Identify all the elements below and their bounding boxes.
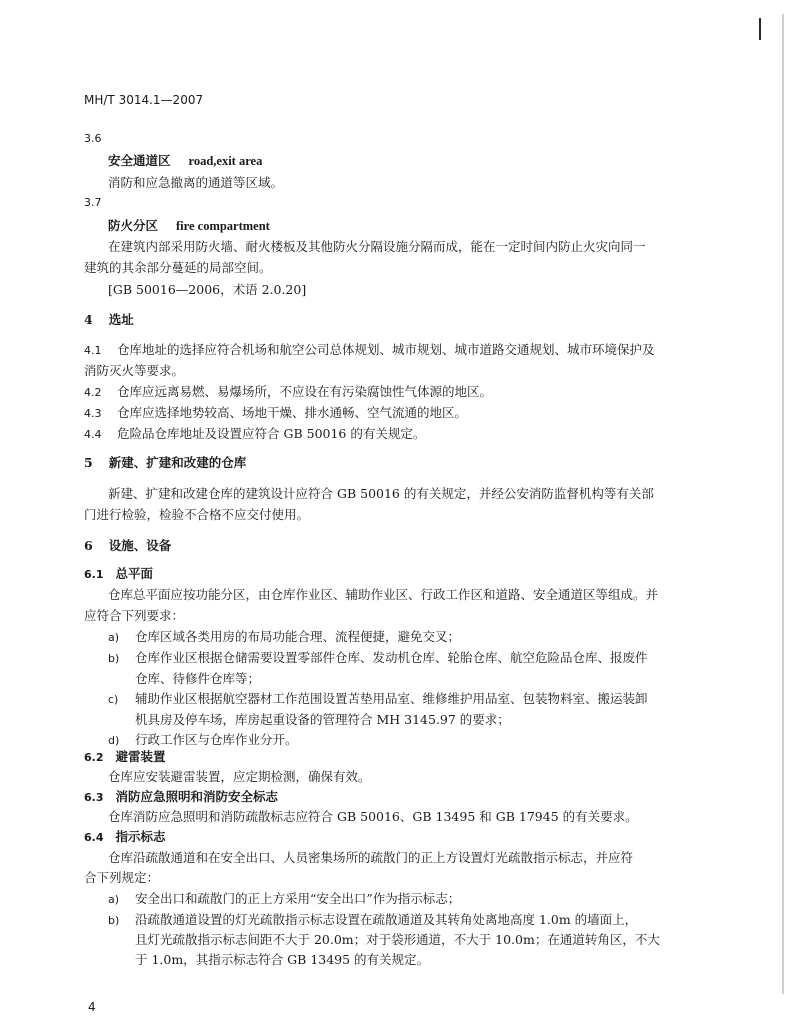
clause-3-6-number: 3.6 [84,132,102,145]
item-d-text: 行政工作区与仓库作业分开。 [135,732,298,747]
item-b-mark: b) [108,652,120,665]
clause-6-1-heading [84,566,153,582]
clause-6-2-number: 6.2 [84,751,104,764]
term-3-6 [108,153,262,170]
item-b2-mark: b) [108,914,120,927]
item-b-line1: 仓库作业区根据仓储需要设置零部件仓库、发动机仓库、轮胎仓库、航空危险品仓库、报废件 [135,650,648,665]
clause-6-2-heading [84,749,166,765]
section-5-title: 新建、扩建和改建的仓库 [108,455,247,470]
clause-6-2-text: 仓库应安装避雷装置，应定期检测，确保有效。 [108,769,371,784]
term-3-6-definition: 消防和应急撤离的通道等区域。 [108,175,284,190]
term-3-6-cn: 安全通道区 [108,153,171,168]
term-3-7-cn: 防火分区 [108,218,159,233]
item-c-mark: c) [108,693,119,706]
term-3-7-definition-line2: 建筑的其余部分蔓延的局部空间。 [84,260,272,275]
clause-6-3-title: 消防应急照明和消防安全标志 [115,789,279,804]
clause-6-4-title: 指示标志 [115,829,166,844]
clause-4-1-line2: 消防灭火等要求。 [84,363,185,378]
page-number: 4 [88,1000,96,1014]
clause-6-3-text: 仓库消防应急照明和消防疏散标志应符合 GB 50016、GB 13495 和 GB 17945 的有关要求。 [108,809,638,824]
item-b2-line2: 且灯光疏散指示标志间距不大于 20.0m；对于袋形通道，不大于 10.0m；在通道转角区，不大 [135,932,660,947]
item-c-line2: 机具房及停车场，库房起重设备的管理符合 MH 3145.97 的要求； [135,712,510,727]
item-a-mark: a) [108,631,120,644]
clause-4-3-text: 仓库应选择地势较高、场地干燥、排水通畅、空气流通的地区。 [117,405,468,420]
clause-4-1-number: 4.1 [84,344,102,357]
section-6-title: 设施、设备 [108,538,172,553]
doc-number: MH/T 3014.1—2007 [84,93,204,107]
clause-6-4-line2: 合下列规定： [84,870,160,885]
section-5-number: 5 [84,455,93,470]
item-a2-mark: a) [108,893,120,906]
clause-6-1-title: 总平面 [115,566,154,581]
term-3-7-source: [GB 50016—2006，术语 2.0.20] [108,282,307,297]
item-b2-line3: 于 1.0m，其指示标志符合 GB 13495 的有关规定。 [135,952,430,967]
clause-6-3-number: 6.3 [84,791,104,804]
clause-6-4-number: 6.4 [84,831,104,844]
section-6-heading [84,538,171,554]
clause-6-1-line2: 应符合下列要求： [84,608,185,623]
clause-6-4-line1: 仓库沿疏散通道和在安全出口、人员密集场所的疏散门的正上方设置灯光疏散指示标志，并应符 [108,850,634,865]
term-3-6-en: road,exit area [188,154,263,168]
item-b2-line1: 沿疏散通道设置的灯光疏散指示标志设置在疏散通道及其转角处离地高度 1.0m 的墙面上， [135,912,638,927]
scan-edge-mark-right [782,14,784,994]
section-5-line1: 新建、扩建和改建仓库的建筑设计应符合 GB 50016 的有关规定，并经公安消防监督机构等有关部 [108,486,654,501]
clause-6-1-number: 6.1 [84,568,104,581]
clause-4-3-number: 4.3 [84,407,102,420]
term-3-7-definition-line1: 在建筑内部采用防火墙、耐火楼板及其他防火分隔设施分隔而成，能在一定时间内防止火灾向同一 [108,239,646,254]
clause-6-4-heading [84,829,166,845]
clause-4-4-number: 4.4 [84,428,102,441]
clause-4-2-text: 仓库应远离易燃、易爆场所，不应设在有污染腐蚀性气体源的地区。 [117,384,493,399]
scan-edge-mark-top [759,18,761,40]
clause-6-1-line1: 仓库总平面应按功能分区，由仓库作业区、辅助作业区、行政工作区和道路、安全通道区等组成。并 [108,587,659,602]
section-4-title: 选址 [108,312,134,327]
section-4-heading [84,312,134,328]
item-c-line1: 辅助作业区根据航空器材工作范围设置苫垫用品室、维修维护用品室、包装物料室、搬运装卸 [135,691,648,706]
item-a2-text: 安全出口和疏散门的正上方采用“安全出口”作为指示标志； [135,891,461,906]
term-3-7 [108,218,270,235]
section-5-line2: 门进行检验，检验不合格不应交付使用。 [84,507,310,522]
item-b-line2: 仓库、待修件仓库等； [135,671,261,686]
section-6-number: 6 [84,538,93,553]
item-a-text: 仓库区域各类用房的布局功能合理、流程便捷，避免交叉； [135,629,461,644]
clause-3-7-number: 3.7 [84,196,102,209]
section-5-heading [84,455,246,471]
clause-4-1-line1: 仓库地址的选择应符合机场和航空公司总体规划、城市规划、城市道路交通规划、城市环境保护及 [117,342,655,357]
clause-4-4-text: 危险品仓库地址及设置应符合 GB 50016 的有关规定。 [117,426,426,441]
section-4-number: 4 [84,312,93,327]
term-3-7-en: fire compartment [176,219,270,233]
clause-6-2-title: 避雷装置 [115,749,166,764]
item-d-mark: d) [108,734,120,747]
clause-6-3-heading [84,789,278,805]
clause-4-2-number: 4.2 [84,386,102,399]
